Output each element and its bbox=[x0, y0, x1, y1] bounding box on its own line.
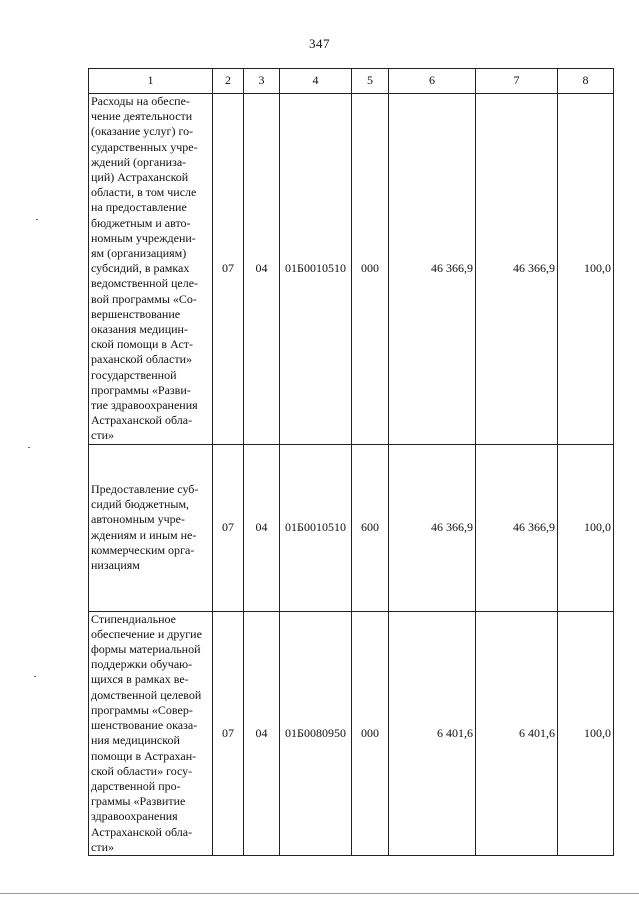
cell-target-code: 01Б0080950 bbox=[280, 611, 352, 855]
row-description-text: Предоставление суб- сидий бюджетным, автономным учре- ждениям и иным не- коммерческим орга- низациям bbox=[91, 482, 199, 573]
cell-expense-type: 000 bbox=[352, 94, 389, 445]
table-row bbox=[89, 611, 614, 855]
cell-expense-type: 000 bbox=[352, 611, 389, 855]
cell-subsection: 04 bbox=[244, 444, 280, 611]
cell-percent: 100,0 bbox=[558, 611, 614, 855]
scan-speck bbox=[28, 447, 30, 448]
cell-section: 07 bbox=[213, 611, 244, 855]
table-row bbox=[89, 94, 614, 445]
column-header-1: 1 bbox=[89, 69, 213, 94]
scan-speck bbox=[34, 676, 36, 677]
page-bottom-edge bbox=[0, 893, 639, 894]
column-header-8: 8 bbox=[558, 69, 614, 94]
row-description-text: Расходы на обеспе- чение деятельности (оказание услуг) го- сударственных учре- ждений (организа- ций) Астраханской области, в том числе на предоставление бюджетным и авто- номным учреждени- ям (организациям) субсидий, в рамках ведомственной целе- вой программы «Со- вершенствование оказания медицин- ской помощи в Аст- раханской области» государственной программы «Разви- тие здравоохранения Астраханской обла- сти» bbox=[91, 94, 199, 443]
row-description bbox=[89, 94, 213, 445]
cell-expense-type: 600 bbox=[352, 444, 389, 611]
cell-amount-planned: 6 401,6 bbox=[389, 611, 476, 855]
cell-amount-executed: 46 366,9 bbox=[476, 94, 558, 445]
column-header-4: 4 bbox=[280, 69, 352, 94]
header-row bbox=[89, 69, 614, 94]
column-header-6: 6 bbox=[389, 69, 476, 94]
column-header-7: 7 bbox=[476, 69, 558, 94]
column-header-3: 3 bbox=[244, 69, 280, 94]
row-description-text: Стипендиальное обеспечение и другие формы материальной поддержки обучаю- щихся в рамках ве- домственной целевой программы «Совер- шенствование оказа- ния медицинской помощи в Астрахан- ской области» госу- дарственной про- граммы «Развитие здравоохранения Астраханской обла- сти» bbox=[91, 611, 202, 854]
cell-amount-executed: 6 401,6 bbox=[476, 611, 558, 855]
budget-table bbox=[88, 68, 614, 856]
cell-percent: 100,0 bbox=[558, 94, 614, 445]
cell-subsection: 04 bbox=[244, 611, 280, 855]
cell-target-code: 01Б0010510 bbox=[280, 444, 352, 611]
column-header-5: 5 bbox=[352, 69, 389, 94]
cell-amount-executed: 46 366,9 bbox=[476, 444, 558, 611]
cell-section: 07 bbox=[213, 444, 244, 611]
scan-speck bbox=[36, 219, 38, 220]
column-header-2: 2 bbox=[213, 69, 244, 94]
cell-amount-planned: 46 366,9 bbox=[389, 94, 476, 445]
row-description bbox=[89, 611, 213, 855]
cell-target-code: 01Б0010510 bbox=[280, 94, 352, 445]
row-description bbox=[89, 444, 213, 611]
cell-subsection: 04 bbox=[244, 94, 280, 445]
cell-amount-planned: 46 366,9 bbox=[389, 444, 476, 611]
cell-percent: 100,0 bbox=[558, 444, 614, 611]
page-number: 347 bbox=[309, 36, 330, 51]
cell-section: 07 bbox=[213, 94, 244, 445]
table-row bbox=[89, 444, 614, 611]
